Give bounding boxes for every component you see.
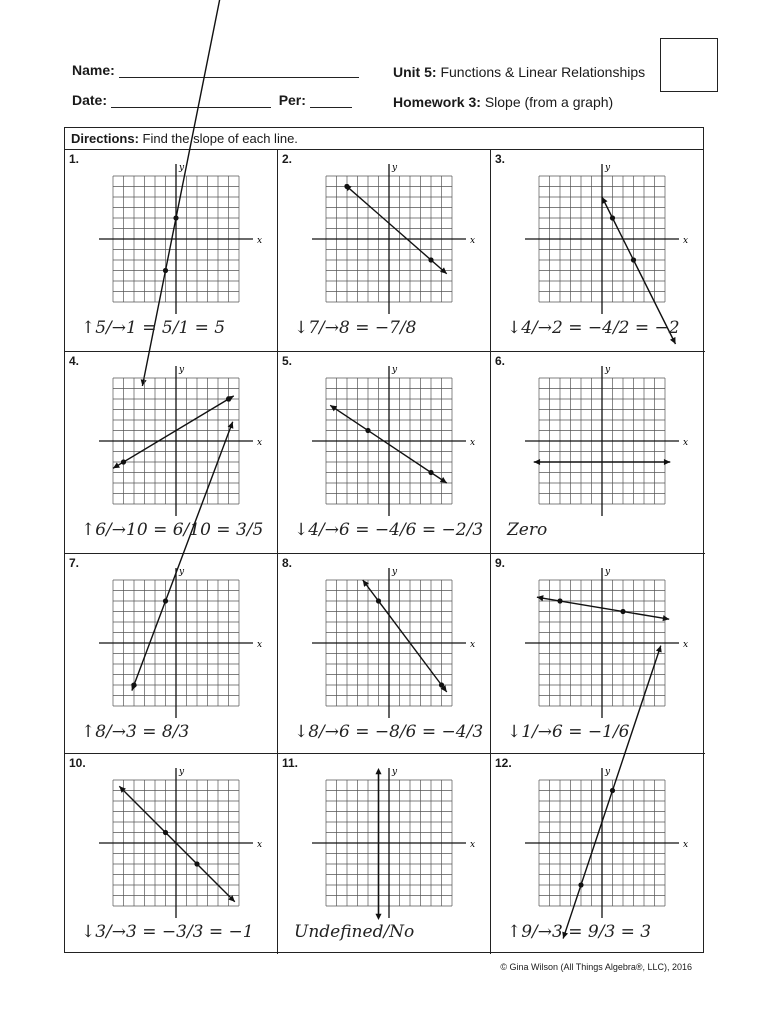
homework-label: Homework 3:	[393, 94, 481, 110]
plotted-point	[194, 861, 199, 866]
coordinate-graph	[87, 160, 263, 320]
handwritten-answer[interactable]: ↑8/→3 = 8/3	[81, 722, 190, 742]
plotted-point	[578, 882, 583, 887]
plotted-point	[376, 598, 381, 603]
problem-number: 1.	[69, 152, 80, 166]
coordinate-graph	[513, 160, 689, 320]
name-field	[72, 62, 359, 78]
plotted-point	[557, 598, 562, 603]
date-blank[interactable]	[111, 107, 271, 108]
problem-number: 12.	[495, 756, 512, 770]
problem-number: 5.	[282, 354, 293, 368]
x-axis-label: x	[470, 236, 476, 246]
handwritten-answer[interactable]: ↓4/→6 = −4/6 = −2/3	[294, 520, 484, 540]
plotted-point	[163, 830, 168, 835]
x-axis-label: x	[470, 840, 476, 850]
problem-12	[491, 754, 705, 954]
plotted-point	[365, 428, 370, 433]
problem-3	[491, 150, 705, 352]
x-axis-label: x	[683, 640, 689, 650]
line-arrowhead	[375, 914, 381, 920]
line-arrowhead	[662, 615, 669, 621]
handwritten-answer[interactable]: ↓3/→3 = −3/3 = −1	[81, 922, 254, 942]
plotted-point	[344, 184, 349, 189]
copyright: © Gina Wilson (All Things Algebra®, LLC), 2016	[500, 962, 692, 972]
x-axis-label: x	[257, 840, 263, 850]
problem-number: 10.	[69, 756, 86, 770]
x-axis-label: x	[257, 236, 263, 246]
problem-number: 8.	[282, 556, 293, 570]
problem-10	[65, 754, 278, 954]
coordinate-graph	[513, 362, 689, 522]
x-axis-label: x	[257, 438, 263, 448]
plotted-point	[121, 459, 126, 464]
plotted-point	[226, 396, 231, 401]
handwritten-answer[interactable]: Zero	[507, 520, 548, 540]
coordinate-graph	[87, 564, 263, 724]
x-axis-label: x	[683, 438, 689, 448]
y-axis-label: y	[605, 365, 611, 375]
y-axis-label: y	[179, 567, 185, 577]
directions-text: Find the slope of each line.	[142, 131, 298, 146]
problem-5	[278, 352, 491, 554]
plotted-point	[610, 215, 615, 220]
y-axis-label: y	[392, 163, 398, 173]
name-label: Name:	[72, 62, 115, 78]
y-axis-label: y	[179, 767, 185, 777]
homework-title: Slope (from a graph)	[484, 94, 614, 110]
y-axis-label: y	[179, 365, 185, 375]
graphed-line	[363, 580, 447, 692]
unit-heading	[393, 64, 645, 80]
problem-number: 4.	[69, 354, 80, 368]
coordinate-graph	[513, 764, 689, 924]
problem-8	[278, 554, 491, 754]
problem-number: 3.	[495, 152, 506, 166]
per-label: Per:	[278, 92, 306, 108]
problem-number: 7.	[69, 556, 80, 570]
coordinate-graph	[87, 362, 263, 522]
coordinate-graph	[300, 564, 476, 724]
date-field	[72, 92, 352, 108]
per-blank[interactable]	[310, 107, 352, 108]
worksheet	[64, 127, 704, 953]
y-axis-label: y	[179, 163, 185, 173]
plotted-point	[610, 788, 615, 793]
problem-number: 6.	[495, 354, 506, 368]
x-axis-label: x	[257, 640, 263, 650]
coordinate-graph	[300, 764, 476, 924]
handwritten-answer[interactable]: ↓7/→8 = −7/8	[294, 318, 417, 338]
x-axis-label: x	[683, 840, 689, 850]
line-arrowhead	[330, 405, 337, 411]
y-axis-label: y	[392, 767, 398, 777]
coordinate-graph	[87, 764, 263, 924]
problem-2	[278, 150, 491, 352]
x-axis-label: x	[683, 236, 689, 246]
problem-number: 2.	[282, 152, 293, 166]
plotted-point	[163, 268, 168, 273]
directions	[65, 128, 703, 150]
y-axis-label: y	[392, 365, 398, 375]
graphed-line	[537, 597, 669, 619]
handwritten-answer[interactable]: ↑5/→1 = 5/1 = 5	[81, 318, 226, 338]
plotted-point	[439, 682, 444, 687]
problem-number: 9.	[495, 556, 506, 570]
y-axis-label: y	[392, 567, 398, 577]
problem-4	[65, 352, 278, 554]
plotted-point	[163, 598, 168, 603]
problem-1	[65, 150, 278, 352]
unit-label: Unit 5:	[393, 64, 437, 80]
problem-6	[491, 352, 705, 554]
graphed-line	[113, 396, 234, 468]
coordinate-graph	[513, 564, 689, 724]
line-arrowhead	[534, 459, 540, 465]
y-axis-label: y	[605, 163, 611, 173]
problem-11	[278, 754, 491, 954]
y-axis-label: y	[605, 567, 611, 577]
problem-9	[491, 554, 705, 754]
plotted-point	[428, 257, 433, 262]
x-axis-label: x	[470, 438, 476, 448]
line-arrowhead	[664, 459, 670, 465]
date-label: Date:	[72, 92, 108, 108]
plotted-point	[131, 682, 136, 687]
x-axis-label: x	[470, 640, 476, 650]
plotted-point	[620, 609, 625, 614]
directions-label: Directions:	[71, 131, 139, 146]
line-arrowhead	[440, 477, 447, 483]
handwritten-answer[interactable]: Undefined/No	[294, 922, 415, 942]
handwritten-answer[interactable]: ↓1/→6 = −1/6	[507, 722, 630, 742]
unit-title: Functions & Linear Relationships	[440, 64, 646, 80]
y-axis-label: y	[605, 767, 611, 777]
line-arrowhead	[537, 595, 544, 601]
problem-number: 11.	[282, 756, 299, 770]
problem-7	[65, 554, 278, 754]
plotted-point	[173, 215, 178, 220]
coordinate-graph	[300, 160, 476, 320]
handwritten-answer[interactable]: ↑9/→3 = 9/3 = 3	[507, 922, 652, 942]
handwritten-answer[interactable]: ↓4/→2 = −4/2 = −2	[507, 318, 680, 338]
coordinate-graph	[300, 362, 476, 522]
plotted-point	[428, 470, 433, 475]
line-arrowhead	[375, 768, 381, 774]
handwritten-answer[interactable]: ↓8/→6 = −8/6 = −4/3	[294, 722, 484, 742]
handwritten-answer[interactable]: ↑6/→10 = 6/10 = 3/5	[81, 520, 264, 540]
graphed-line	[119, 786, 235, 902]
plotted-point	[631, 257, 636, 262]
homework-heading	[393, 94, 613, 110]
name-blank[interactable]	[119, 77, 359, 78]
score-box[interactable]	[660, 38, 718, 92]
